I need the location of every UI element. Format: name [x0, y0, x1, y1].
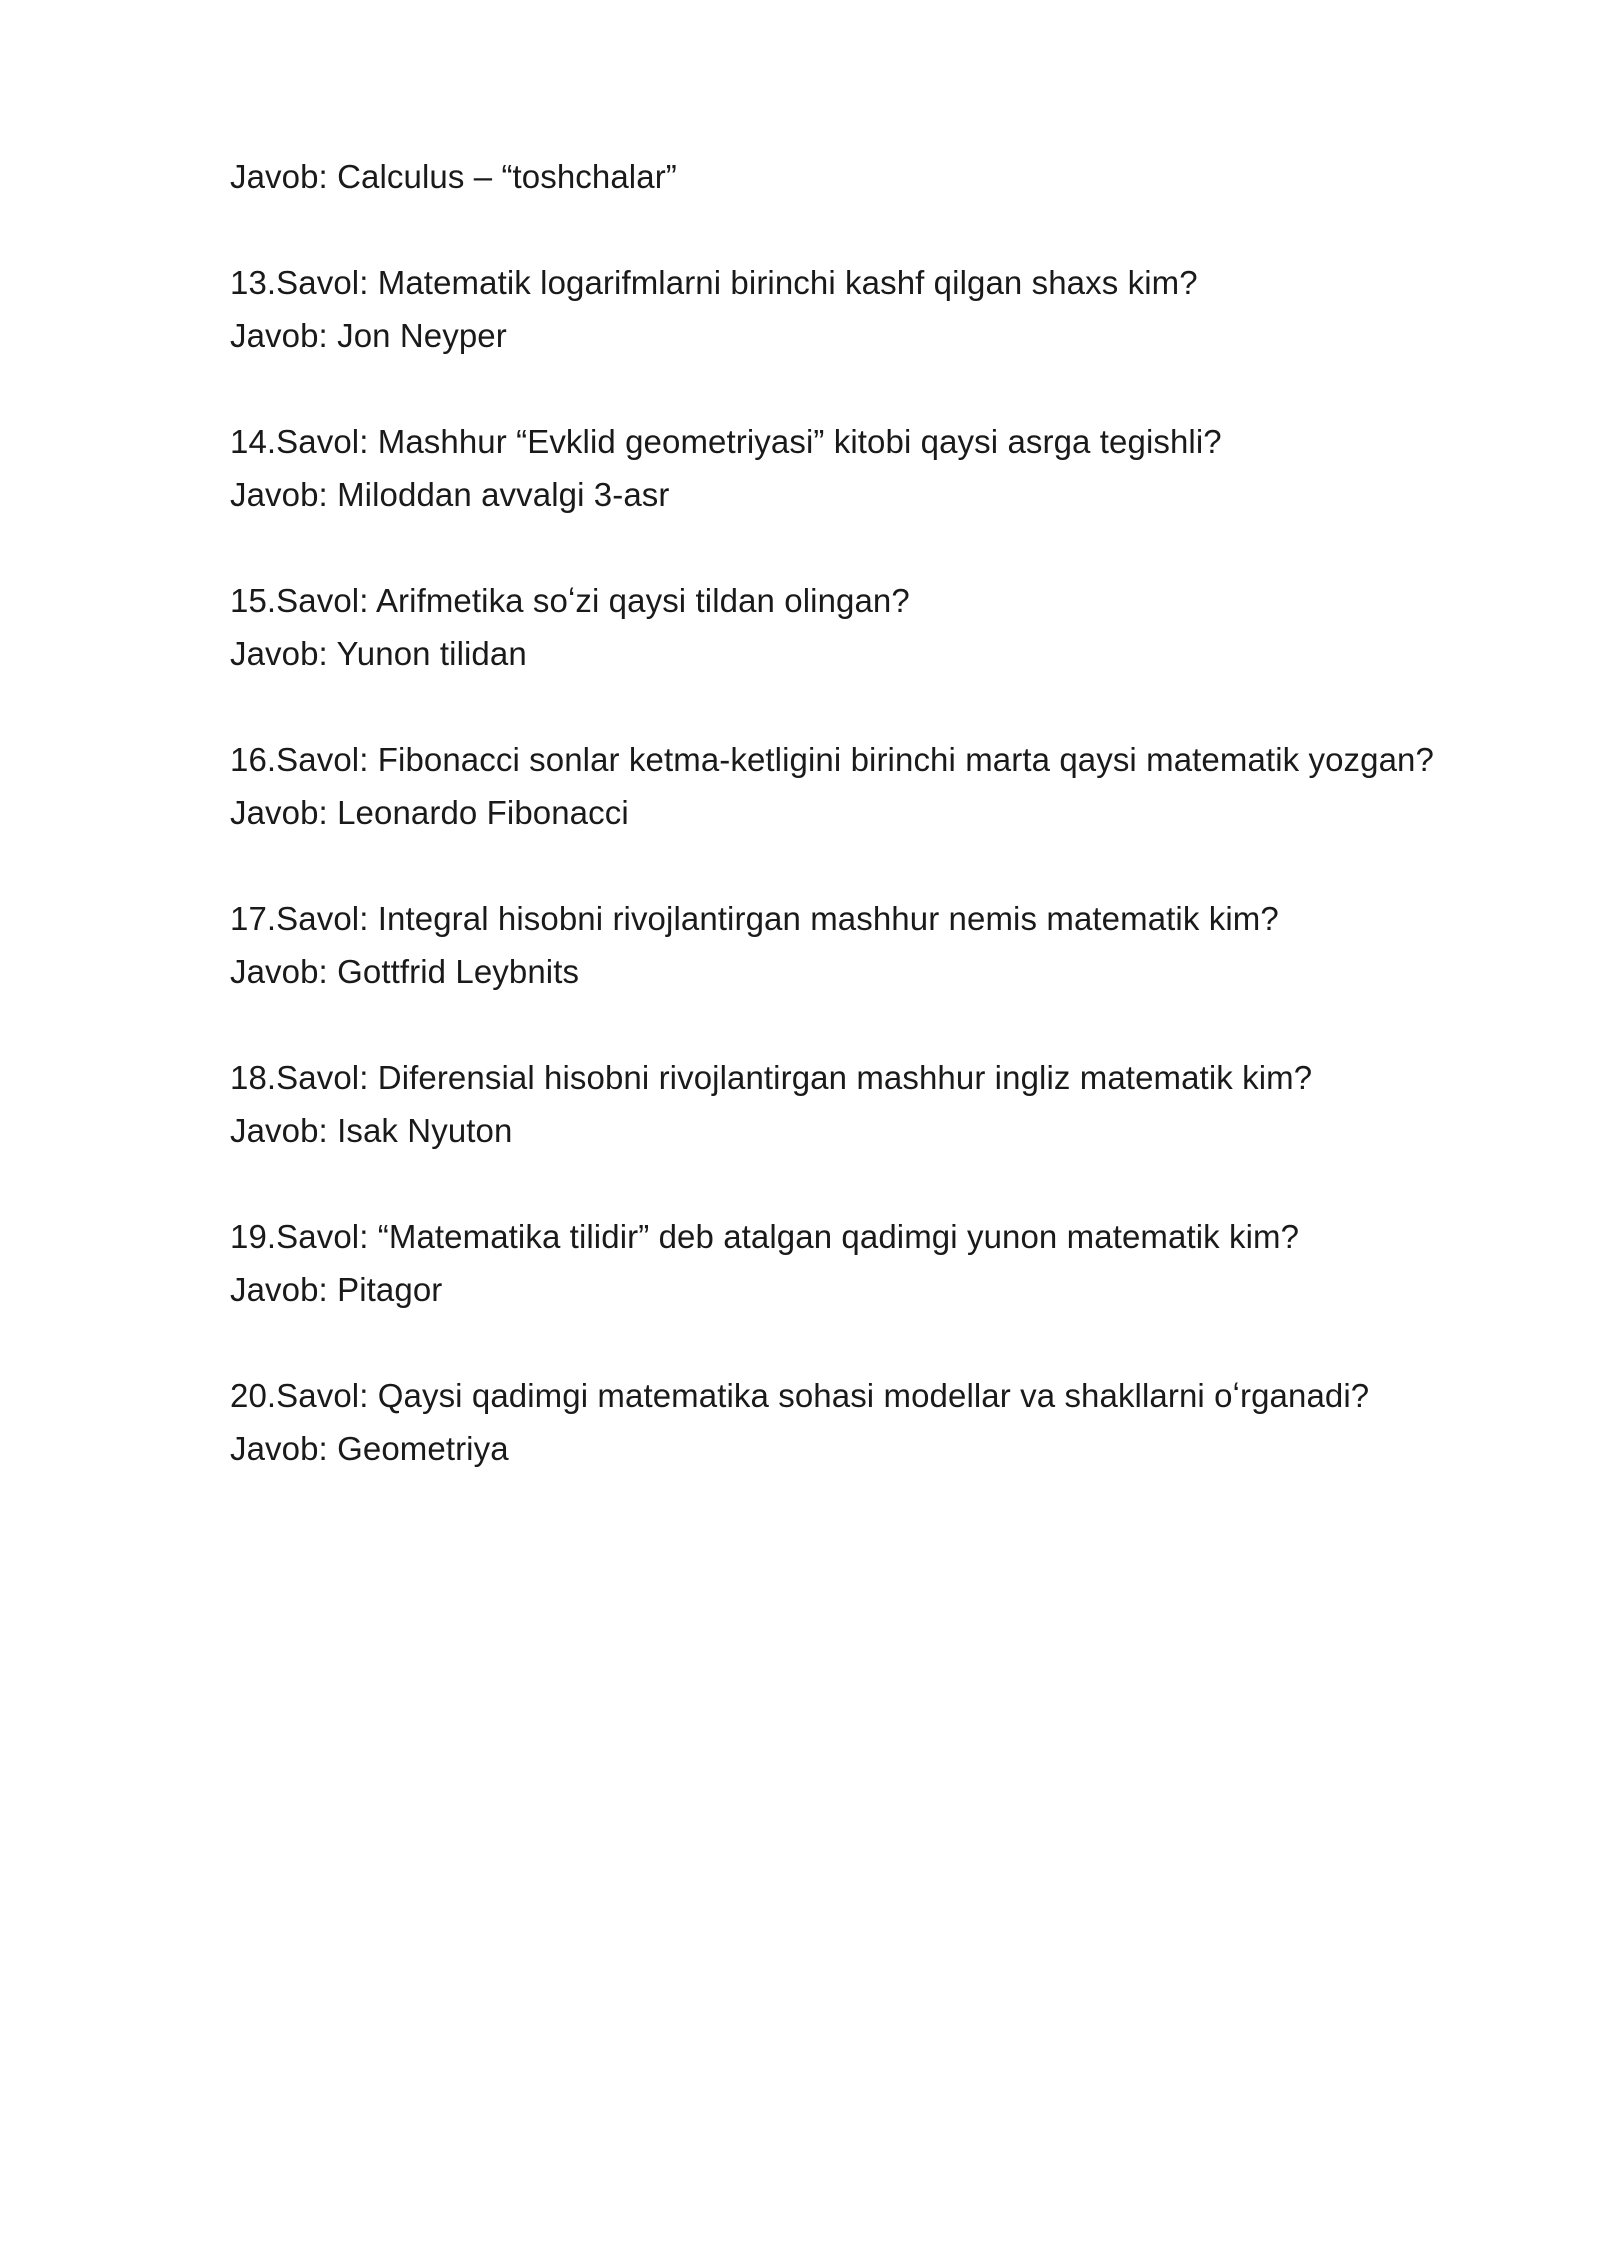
- answer-14: Javob: Miloddan avvalgi 3-asr: [230, 476, 670, 513]
- question-18: 18.Savol: Diferensial hisobni rivojlantirgan mashhur ingliz matematik kim?: [230, 1059, 1313, 1096]
- qa-item-17: [230, 892, 1560, 998]
- qa-item-20: [230, 1369, 1560, 1475]
- question-13: 13.Savol: Matematik logarifmlarni birinchi kashf qilgan shaxs kim?: [230, 264, 1198, 301]
- answer-18: Javob: Isak Nyuton: [230, 1112, 513, 1149]
- qa-item-19: [230, 1210, 1560, 1316]
- qa-item-13: [230, 256, 1560, 362]
- answer-19: Javob: Pitagor: [230, 1271, 443, 1308]
- question-15: 15.Savol: Arifmetika soʻzi qaysi tildan olingan?: [230, 582, 910, 619]
- answer-13: Javob: Jon Neyper: [230, 317, 507, 354]
- qa-list: [230, 150, 1560, 1475]
- answer-20: Javob: Geometriya: [230, 1430, 509, 1467]
- answer-16: Javob: Leonardo Fibonacci: [230, 794, 629, 831]
- qa-item-18: [230, 1051, 1560, 1157]
- qa-item-16: [230, 733, 1560, 839]
- question-16: 16.Savol: Fibonacci sonlar ketma-ketligini birinchi marta qaysi matematik yozgan?: [230, 741, 1434, 778]
- qa-item-15: [230, 574, 1560, 680]
- question-14: 14.Savol: Mashhur “Evklid geometriyasi” kitobi qaysi asrga tegishli?: [230, 423, 1222, 460]
- intro-answer: Javob: Calculus – “toshchalar”: [230, 158, 677, 195]
- question-20: 20.Savol: Qaysi qadimgi matematika sohasi modellar va shakllarni oʻrganadi?: [230, 1377, 1370, 1414]
- answer-17: Javob: Gottfrid Leybnits: [230, 953, 580, 990]
- question-19: 19.Savol: “Matematika tilidir” deb atalgan qadimgi yunon matematik kim?: [230, 1218, 1300, 1255]
- qa-item-14: [230, 415, 1560, 521]
- answer-15: Javob: Yunon tilidan: [230, 635, 527, 672]
- question-17: 17.Savol: Integral hisobni rivojlantirgan mashhur nemis matematik kim?: [230, 900, 1279, 937]
